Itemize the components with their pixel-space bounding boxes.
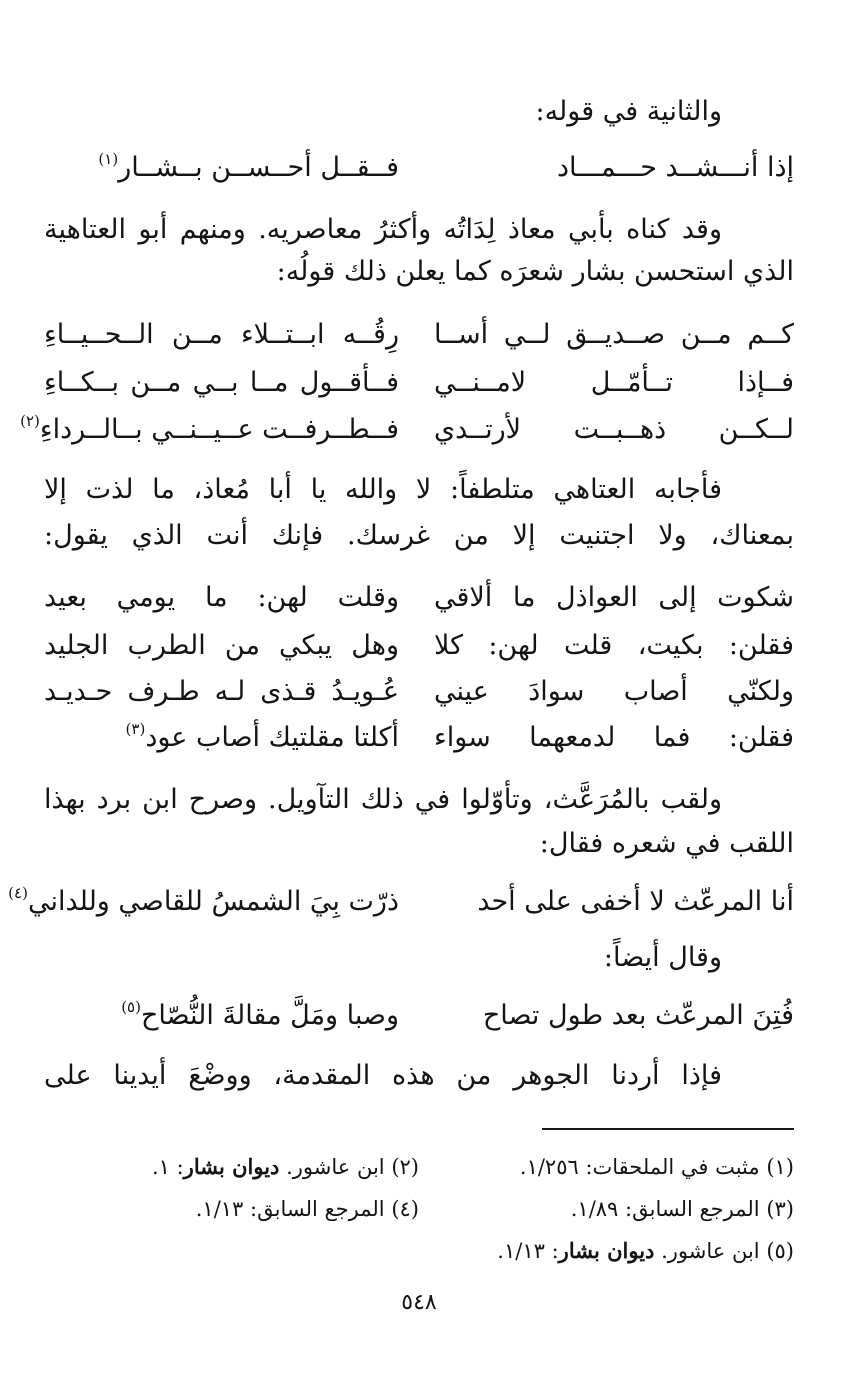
paragraph-line: ولقب بالمُرَعَّث، وتأوّلوا في ذلك التآويل. وصرح ابن برد بهذا — [44, 784, 722, 815]
verse-line — [44, 996, 794, 1036]
footnote-number: (١) — [766, 1155, 794, 1179]
verse-line — [8, 882, 794, 922]
verse-line — [20, 410, 794, 450]
verse-text: أكلتا مقلتيك أصاب عود — [145, 722, 399, 753]
verse-first-hemistich: كــم مــن صــديــق لــي أســا — [434, 319, 794, 350]
paragraph-line: وقال أيضاً: — [603, 942, 722, 973]
verse-second-hemistich: وهل يبكي من الطرب الجليد — [44, 630, 399, 661]
footnote-marker: (٢) — [20, 412, 40, 430]
verse-second-hemistich — [20, 410, 399, 450]
verse-first-hemistich: لــكــن ذهــبــت لأرتــدي — [434, 414, 794, 445]
footnote-text: ابن عاشور. — [661, 1239, 760, 1263]
paragraph-line: فأجابه العتاهي متلطفاً: لا والله يا أبا مُعاذ، ما لذت إلا — [44, 474, 722, 505]
verse-first-hemistich: فُتِنَ المرعّث بعد طول تصاح — [482, 1000, 794, 1031]
verse-second-hemistich: عُـويـدُ قـذى لـه طـرف حـديـد — [44, 676, 399, 707]
footnote-text: ابن عاشور. — [286, 1155, 385, 1179]
footnote-text: : ١/١٣. — [497, 1239, 559, 1263]
verse-second-hemistich — [44, 996, 399, 1036]
verse-second-hemistich — [44, 148, 399, 188]
verse-text: فــقــل أحــســن بــشــار — [118, 152, 399, 183]
paragraph-intro: والثانية في قوله: — [535, 96, 722, 127]
verse-line — [44, 718, 794, 758]
verse-line — [44, 363, 794, 403]
verse-first-hemistich: ولكنّي أصاب سوادَ عيني — [434, 676, 794, 707]
verse-second-hemistich: وقلت لهن: ما يومي بعيد — [44, 582, 399, 613]
footnote-marker: (١) — [98, 150, 119, 168]
verse-line — [44, 148, 794, 188]
footnote-number: (٣) — [766, 1197, 794, 1221]
footnote-source-title: ديوان بشار — [183, 1154, 280, 1179]
footnote-separator — [542, 1128, 794, 1130]
verse-second-hemistich — [8, 882, 399, 922]
footnote-text: المرجع السابق: ١/١٣. — [195, 1197, 385, 1221]
verse-first-hemistich: فــإذا تــأمّــل لامــنــي — [434, 367, 794, 398]
verse-first-hemistich: أنا المرعّث لا أخفى على أحد — [477, 886, 794, 917]
verse-first-hemistich: فقلن: بكيت، قلت لهن: كلا — [434, 630, 794, 661]
footnote-text: مثبت في الملحقات: ١/٢٥٦. — [519, 1155, 760, 1179]
footnote — [571, 1192, 794, 1226]
footnote-marker: (٣) — [125, 720, 146, 738]
footnote — [520, 1150, 794, 1184]
verse-second-hemistich: فــأقــول مــا بــي مــن بــكــاءِ — [44, 367, 399, 398]
paragraph-line: الذي استحسن بشار شعرَه كما يعلن ذلك قولُه: — [276, 256, 794, 287]
footnote-marker: (٤) — [8, 884, 28, 902]
footnote — [152, 1150, 419, 1184]
verse-second-hemistich: رِقُــه ابــتــلاء مــن الــحــيــاءِ — [44, 319, 399, 350]
verse-first-hemistich: فقلن: فما لدمعهما سواء — [434, 722, 794, 753]
page-number: ٥٤٨ — [401, 1290, 437, 1315]
book-page — [8, 0, 794, 1384]
verse-first-hemistich: شكوت إلى العواذل ما ألاقي — [434, 582, 794, 613]
paragraph-line: اللقب في شعره فقال: — [539, 828, 794, 859]
verse-line — [44, 672, 794, 712]
footnote-number: (٢) — [391, 1155, 419, 1179]
verse-text: فــطــرفــت عــيــنــي بــالــرداءِ — [39, 414, 399, 445]
verse-text: ذرّت بِيَ الشمسُ للقاصي وللداني — [27, 886, 399, 917]
paragraph-line: فإذا أردنا الجوهر من هذه المقدمة، ووضْعَ أيدينا على — [44, 1060, 722, 1091]
footnote-marker: (٥) — [121, 998, 141, 1016]
footnote-text: : ١. — [151, 1155, 184, 1179]
footnote — [497, 1234, 794, 1268]
verse-line — [44, 315, 794, 355]
footnote-number: (٤) — [391, 1197, 419, 1221]
verse-text: وصبا ومَلَّ مقالةَ النُّصّاح — [140, 1000, 399, 1031]
footnote-number: (٥) — [766, 1239, 794, 1263]
footnote — [196, 1192, 419, 1226]
paragraph-line: وقد كناه بأبي معاذ لِدَاتُه وأكثرُ معاصريه. ومنهم أبو العتاهية — [44, 214, 722, 245]
verse-line — [44, 626, 794, 666]
verse-first-hemistich: إذا أنـــشــد حـــمـــاد — [556, 152, 794, 183]
footnote-source-title: ديوان بشار — [558, 1238, 655, 1263]
footnote-text: المرجع السابق: ١/٨٩. — [570, 1197, 760, 1221]
verse-line — [44, 578, 794, 618]
paragraph-line: بمعناك، ولا اجتنيت إلا من غرسك. فإنك أنت الذي يقول: — [44, 520, 794, 551]
verse-second-hemistich — [44, 718, 399, 758]
